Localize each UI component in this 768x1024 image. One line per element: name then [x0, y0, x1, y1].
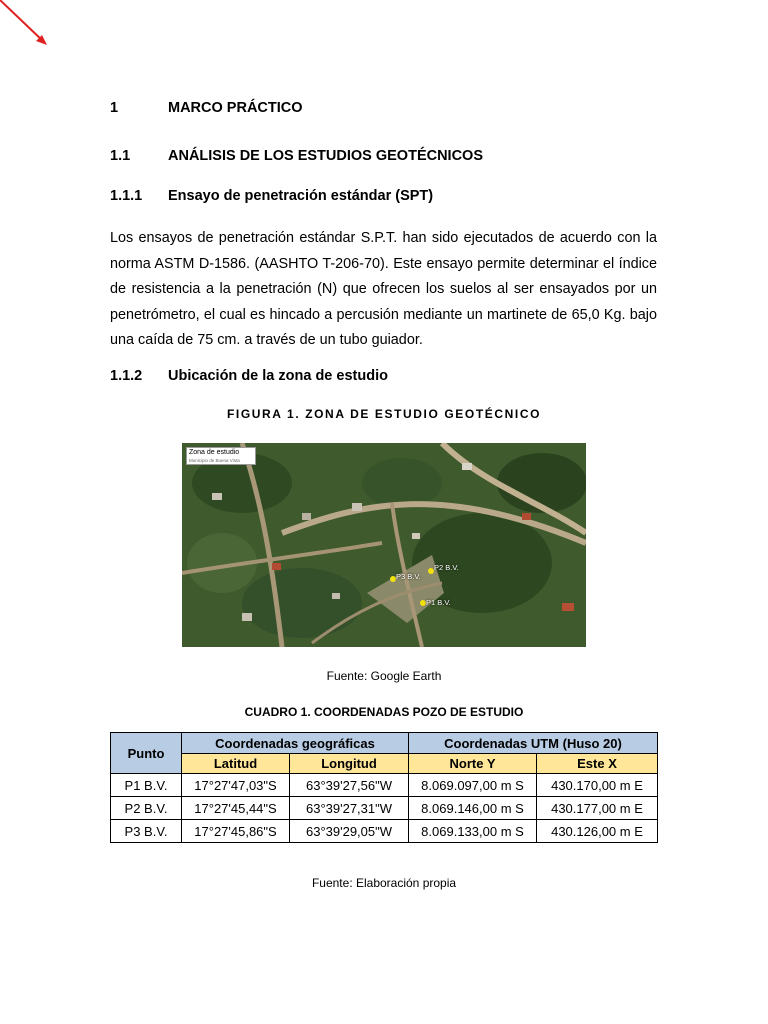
subsection-heading	[0, 148, 768, 166]
header-este: Este X	[537, 754, 658, 774]
cell-latitud: 17°27'45,44"S	[182, 797, 290, 820]
cell-latitud: 17°27'45,86"S	[182, 820, 290, 843]
coordinates-table	[110, 732, 658, 843]
cell-este: 430.177,00 m E	[537, 797, 658, 820]
table-source: Fuente: Elaboración propia	[311, 876, 457, 890]
cell-este: 430.126,00 m E	[537, 820, 658, 843]
section-number: 1	[110, 100, 119, 116]
header-geographic: Coordenadas geográficas	[182, 733, 409, 754]
cell-punto: P1 B.V.	[111, 774, 182, 797]
subsubsection-number: 1.1.2	[110, 368, 143, 384]
cell-norte: 8.069.097,00 m S	[409, 774, 537, 797]
cell-norte: 8.069.133,00 m S	[409, 820, 537, 843]
table-row	[111, 774, 658, 797]
subsection-number: 1.1	[110, 148, 131, 164]
cell-longitud: 63°39'29,05"W	[290, 820, 409, 843]
header-norte: Norte Y	[409, 754, 537, 774]
table-row	[111, 820, 658, 843]
subsubsection-title: Ensayo de penetración estándar (SPT)	[168, 188, 434, 204]
cell-punto: P3 B.V.	[111, 820, 182, 843]
map-legend-subtitle: Municipio de Buena Vista	[189, 458, 240, 463]
cell-punto: P2 B.V.	[111, 797, 182, 820]
subsubsection-number: 1.1.1	[110, 188, 143, 204]
table-row	[111, 797, 658, 820]
map-legend	[186, 447, 256, 465]
body-paragraph: Los ensayos de penetración estándar S.P.T. han sido ejecutados de acuerdo con la norma ASTM D-1586. (AASHTO T-206-70). Este ensayo permite determinar el índice de resistencia a la penetración (N) que ofrecen los suelos al ser ensayados por un penetrómetro, el cual es hincado a percusión mediante un martinete de 65,0 Kg. bajo una caída de 75 cm. a través de un tubo guiador.	[110, 230, 657, 348]
cell-norte: 8.069.146,00 m S	[409, 797, 537, 820]
header-longitud: Longitud	[290, 754, 409, 774]
figure-caption: FIGURA 1. ZONA DE ESTUDIO GEOTÉCNICO	[226, 407, 542, 421]
section-title: MARCO PRÁCTICO	[168, 100, 303, 116]
subsubsection-heading	[0, 368, 768, 386]
cell-longitud: 63°39'27,56"W	[290, 774, 409, 797]
header-utm: Coordenadas UTM (Huso 20)	[409, 733, 658, 754]
table-subheader-row	[111, 754, 658, 774]
figure-source: Fuente: Google Earth	[326, 669, 442, 683]
header-latitud: Latitud	[182, 754, 290, 774]
table-header-row	[111, 733, 658, 754]
satellite-image	[182, 443, 586, 647]
subsubsection-title: Ubicación de la zona de estudio	[168, 368, 388, 384]
pin-label: P3 B.V.	[396, 572, 421, 581]
subsubsection-heading	[0, 188, 768, 206]
pin-label: P2 B.V.	[434, 563, 459, 572]
cell-este: 430.170,00 m E	[537, 774, 658, 797]
header-punto: Punto	[111, 733, 182, 774]
satellite-map	[182, 443, 586, 647]
map-legend-title: Zona de estudio	[189, 449, 240, 456]
section-heading	[0, 100, 768, 118]
cell-longitud: 63°39'27,31"W	[290, 797, 409, 820]
table-title: CUADRO 1. COORDENADAS POZO DE ESTUDIO	[244, 705, 524, 719]
subsection-title: ANÁLISIS DE LOS ESTUDIOS GEOTÉCNICOS	[168, 148, 484, 164]
cell-latitud: 17°27'47,03"S	[182, 774, 290, 797]
pin-label: P1 B.V.	[426, 598, 451, 607]
arrow-icon	[0, 0, 50, 50]
